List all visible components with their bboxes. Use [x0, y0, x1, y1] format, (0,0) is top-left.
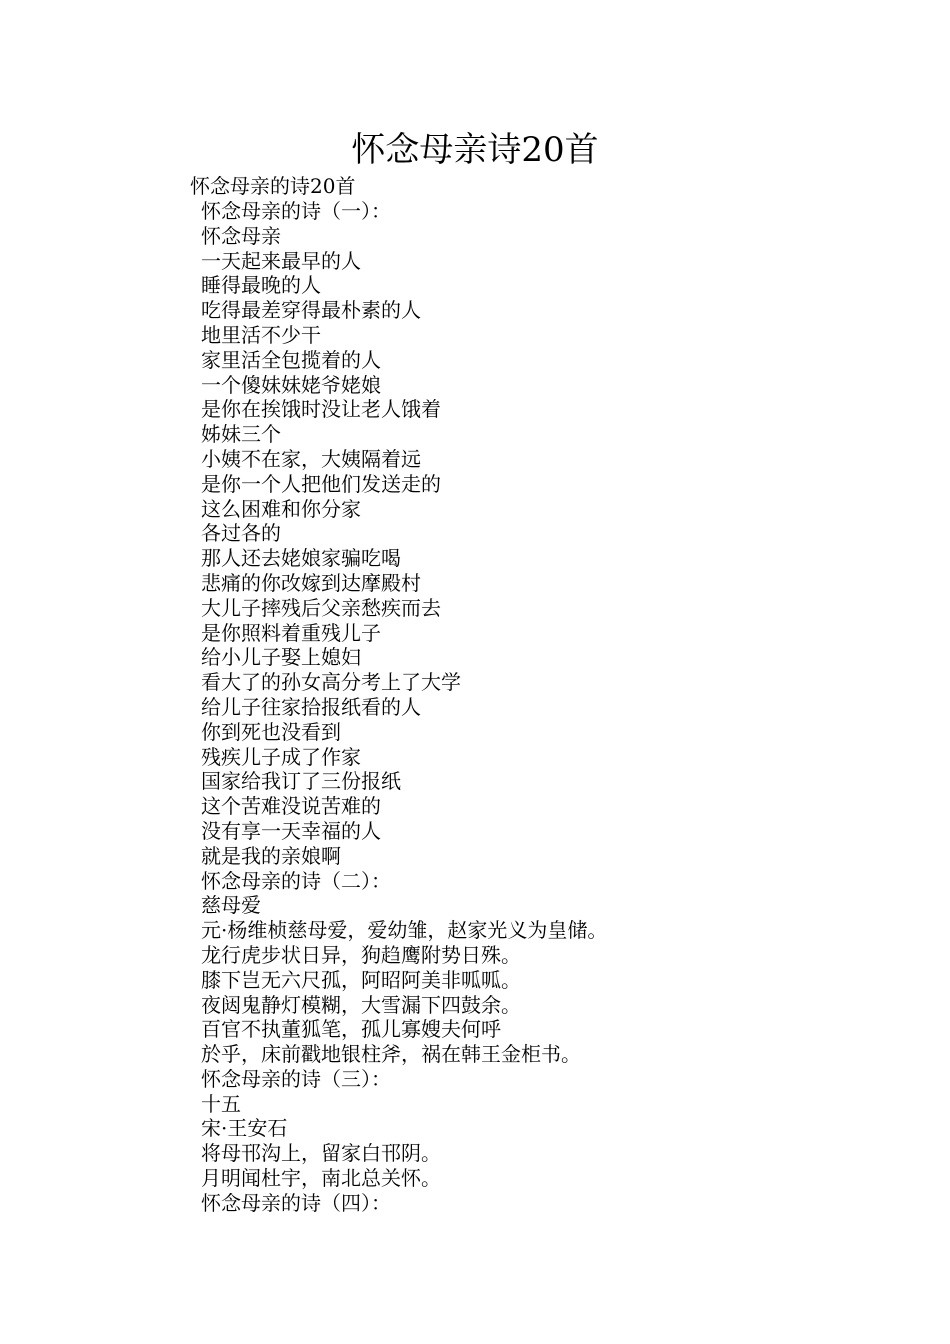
text-line: 那人还去姥娘家骗吃喝 [201, 546, 401, 571]
text-line: 膝下岂无六尺孤，阿昭阿美非呱呱。 [201, 967, 521, 992]
text-line: 国家给我订了三份报纸 [201, 769, 401, 794]
text-line: 元·杨维桢慈母爱，爱幼雏，赵家光义为皇储。 [201, 918, 608, 943]
text-line: 姊妹三个 [201, 422, 281, 447]
poem-lines [201, 199, 607, 1216]
text-line: 龙行虎步状日异，狗趋鹰附势日殊。 [201, 942, 521, 967]
text-line: 地里活不少干 [201, 322, 321, 347]
text-line: 看大了的孙女高分考上了大学 [201, 670, 461, 695]
text-line: 怀念母亲的诗（二）： [201, 868, 391, 893]
text-line: 是你照料着重残儿子 [201, 620, 381, 645]
text-line: 就是我的亲娘啊 [201, 843, 341, 868]
text-line: 於乎，床前戳地银柱斧，祸在韩王金柜书。 [201, 1042, 581, 1067]
text-line: 睡得最晚的人 [201, 273, 321, 298]
text-line: 怀念母亲的诗（四）： [201, 1190, 391, 1215]
text-line: 一个傻妹妹姥爷姥娘 [201, 372, 381, 397]
text-line: 悲痛的你改嫁到达摩殿村 [201, 570, 421, 595]
text-line: 将母邗沟上，留家白邗阴。 [201, 1141, 441, 1166]
text-line: 怀念母亲的诗（一）： [201, 199, 391, 223]
text-line: 你到死也没看到 [201, 719, 341, 744]
text-line: 百官不执董狐笔，孤儿寡嫂夫何呼 [201, 1017, 501, 1042]
text-line: 宋·王安石 [201, 1116, 288, 1141]
text-line: 残疾儿子成了作家 [201, 744, 361, 769]
text-line: 怀念母亲的诗（三）： [201, 1066, 391, 1091]
text-line: 这么困难和你分家 [201, 496, 361, 521]
text-line: 小姨不在家，大姨隔着远 [201, 446, 421, 471]
text-line: 吃得最差穿得最朴素的人 [201, 298, 421, 323]
text-line: 大儿子摔残后父亲愁疾而去 [201, 595, 441, 620]
text-line: 给小儿子娶上媳妇 [201, 645, 361, 670]
text-line: 各过各的 [201, 521, 281, 546]
document-subtitle: 怀念母亲的诗20首 [190, 174, 356, 198]
text-line: 是你在挨饿时没让老人饿着 [201, 397, 441, 422]
text-line: 家里活全包揽着的人 [201, 347, 381, 372]
text-line: 夜闼鬼静灯模糊，大雪漏下四鼓余。 [201, 992, 521, 1017]
text-line: 给儿子往家拾报纸看的人 [201, 694, 421, 719]
text-line: 是你一个人把他们发送走的 [201, 471, 441, 496]
text-line: 没有享一天幸福的人 [201, 818, 381, 843]
text-line: 一天起来最早的人 [201, 248, 361, 273]
text-line: 怀念母亲 [201, 223, 281, 248]
text-line: 慈母爱 [201, 893, 261, 918]
text-line: 十五 [201, 1091, 241, 1116]
text-line: 这个苦难没说苦难的 [201, 794, 381, 819]
text-line: 月明闻杜宇，南北总关怀。 [201, 1166, 441, 1191]
document-title: 怀念母亲诗20首 [351, 130, 599, 170]
